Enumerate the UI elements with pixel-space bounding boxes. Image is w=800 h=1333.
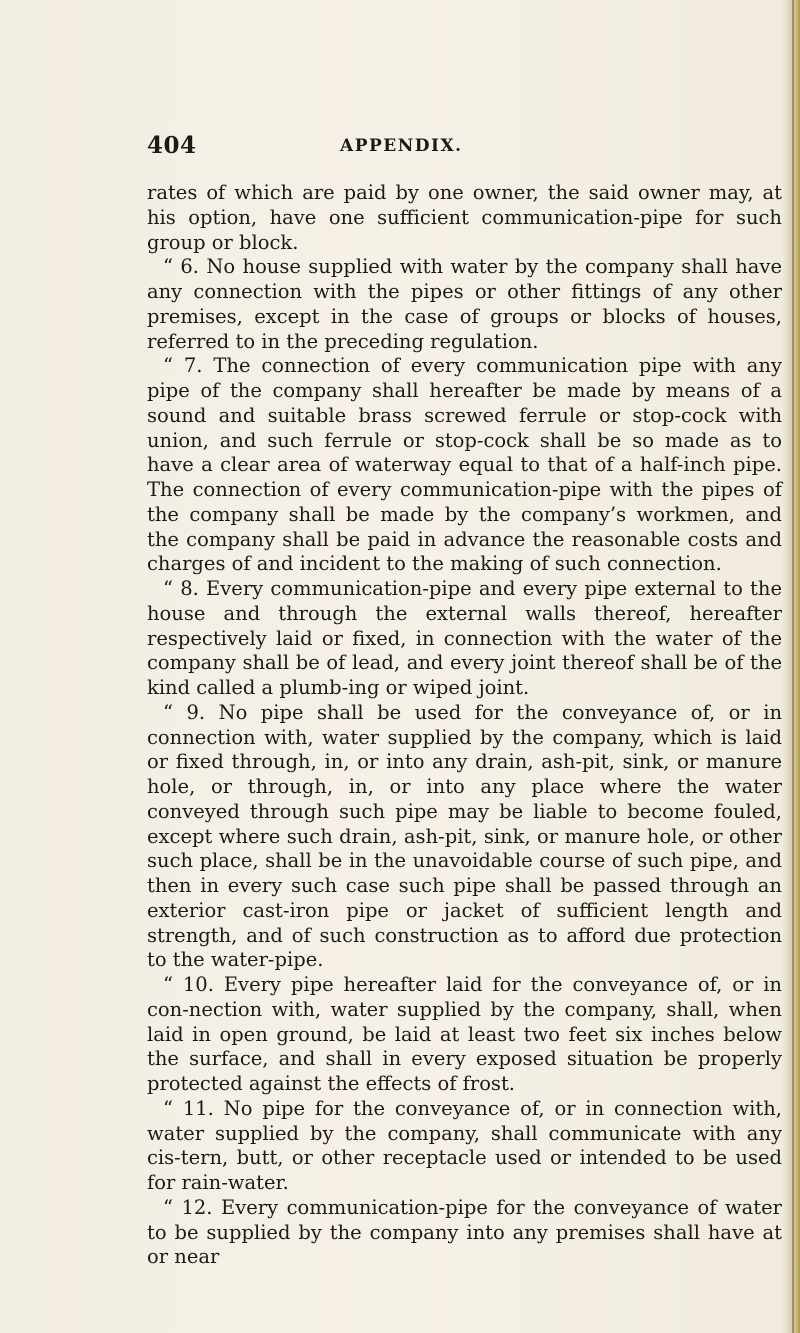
paragraph-regulation-12: “ 12. Every communication-pipe for the conveyance of water to be supplied by the company into any premises shall have at or near: [147, 1195, 782, 1269]
page-edge-line: [792, 0, 794, 1333]
running-head: APPENDIX.: [340, 136, 463, 156]
paragraph-regulation-8: “ 8. Every communication-pipe and every pipe external to the house and through the external walls thereof, hereafter respectively laid or fixed, in connection with the water of the company shall be of lead, and every joint thereof shall be of the kind called a plumb-ing or wiped joint.: [147, 577, 782, 699]
paragraph-continuation: rates of which are paid by one owner, the said owner may, at his option, have one sufficient communication-pipe for such group or block.: [147, 181, 782, 254]
paragraph-regulation-9: “ 9. No pipe shall be used for the conveyance of, or in connection with, water supplied by the company, which is laid or fixed through, in, or into any drain, ash-pit, sink, or manure hole, or through, in, or into any place where the water conveyed through such pipe may be liable to become fouled, except where such drain, ash-pit, sink, or manure hole, or other such place, shall be in the unavoidable course of such pipe, and then in every such case such pipe shall be passed through an exterior cast-iron pipe or jacket of sufficient length and strength, and of such construction as to afford due protection to the water-pipe.: [147, 700, 782, 972]
page-number: 404: [147, 132, 197, 159]
paragraph-regulation-11: “ 11. No pipe for the conveyance of, or in connection with, water supplied by the company, shall communicate with any cis-tern, butt, or other receptacle used or intended to be used for rain-water.: [147, 1096, 782, 1194]
page-header: [147, 132, 707, 166]
paragraph-regulation-10: “ 10. Every pipe hereafter laid for the conveyance of, or in con-nection with, water supplied by the company, shall, when laid in open ground, be laid at least two feet six inches below the surface, and shall in every exposed situation be properly protected against the effects of frost.: [147, 973, 782, 1095]
paragraph-regulation-6: “ 6. No house supplied with water by the company shall have any connection with the pipes or other fittings of any other premises, except in the case of groups or blocks of houses, referred to in the preceding regulation.: [147, 255, 782, 353]
body-text: [147, 181, 782, 1270]
page-edge-shadow: [782, 0, 800, 1333]
paragraph-regulation-7: “ 7. The connection of every communication pipe with any pipe of the company shall hereafter be made by means of a sound and suitable brass screwed ferrule or stop-cock with union, and such ferrule or stop-cock shall be so made as to have a clear area of waterway equal to that of a half-inch pipe. The connection of every communication-pipe with the pipes of the company shall be made by the company’s workmen, and the company shall be paid in advance the reasonable costs and charges of and incident to the making of such connection.: [147, 354, 782, 576]
